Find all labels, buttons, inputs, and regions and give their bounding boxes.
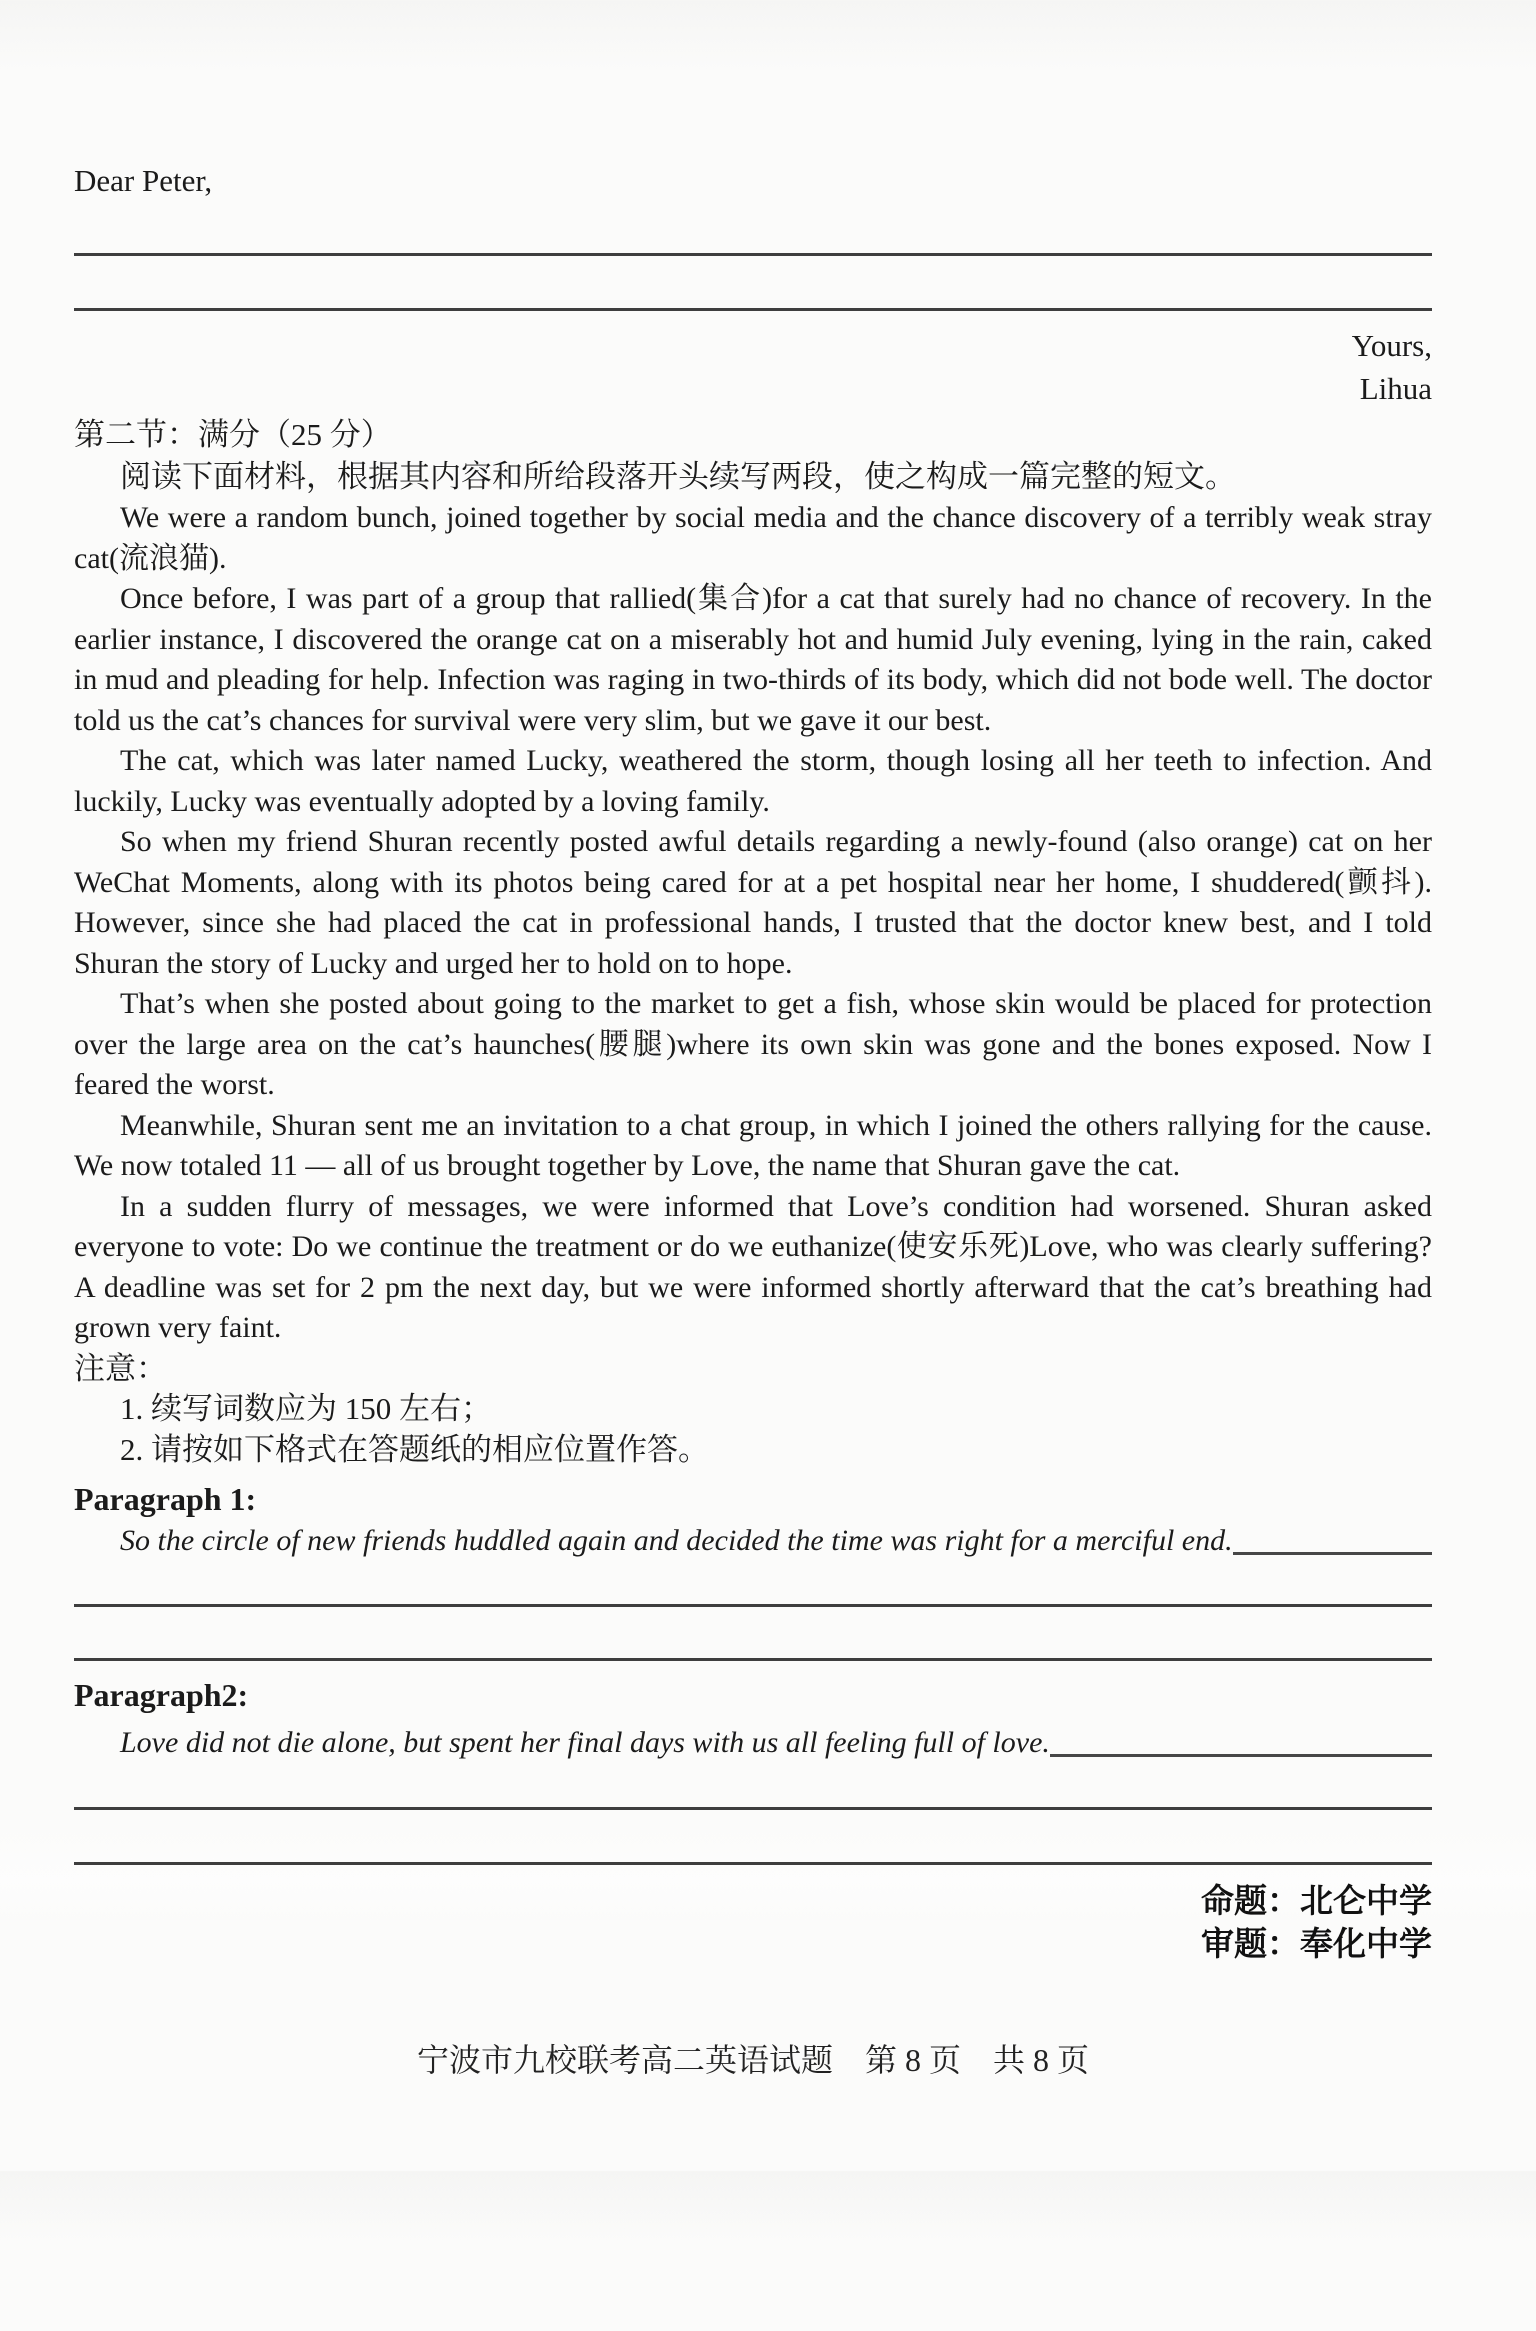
opening-underline	[1233, 1520, 1432, 1555]
opening-underline	[1050, 1722, 1432, 1757]
paragraph1-label: Paragraph 1:	[74, 1481, 257, 1517]
passage-paragraph: Meanwhile, Shuran sent me an invitation to a chat group, in which I joined the others rallying for the cause. We now totaled 11 — all of us brought together by Love, the name that Shuran gave the cat.	[74, 1108, 1432, 1182]
note-item: 1. 续写词数应为 150 左右；	[120, 1391, 492, 1426]
letter-closing	[74, 324, 1432, 410]
exam-attribution	[74, 1879, 1432, 1965]
passage-paragraph: We were a random bunch, joined together by social media and the chance discovery of a terribly weak stray cat(流浪猫).	[74, 501, 1432, 575]
paragraph1-opening-text: So the circle of new friends huddled again and decided the time was right for a merciful end.	[120, 1524, 1233, 1557]
exam-page	[0, 160, 1536, 2331]
attribution-reviewer: 审题：奉化中学	[1201, 1925, 1432, 1962]
letter-signature: Lihua	[1359, 371, 1432, 406]
section-instruction: 阅读下面材料，根据其内容和所给段落开头续写两段，使之构成一篇完整的短文。	[120, 459, 1236, 494]
paragraph2-opening	[74, 1722, 1432, 1764]
passage-paragraph: That’s when she posted about going to the market to get a fish, whose skin would be placed for protection over the large area on the cat’s haunches(腰腿)where its own skin was gone and the bones exposed. Now I feared the worst.	[74, 987, 1432, 1101]
passage-paragraph: So when my friend Shuran recently posted awful details regarding a newly-found (also orange) cat on her WeChat Moments, along with its photos being cared for at a pet hospital near her home, I shuddered(颤抖). However, since she had placed the cat in professional hands, I trusted that the doctor knew best, and I told Shuran the story of Lucky and urged her to hold on to hope.	[74, 825, 1432, 980]
attribution-proposer: 命题：北仑中学	[1201, 1882, 1432, 1919]
paragraph2-opening-text: Love did not die alone, but spent her final days with us all feeling full of love.	[120, 1726, 1050, 1759]
note-item: 2. 请按如下格式在答题纸的相应位置作答。	[120, 1431, 709, 1467]
letter-salutation: Dear Peter,	[74, 163, 213, 198]
passage-paragraph: Once before, I was part of a group that rallied(集合)for a cat that surely had no chance of recovery. In the earlier instance, I discovered the orange cat on a miserably hot and humid July evening, lying in the rain, caked in mud and pleading for help. Infection was raging in two-thirds of its body, which did not bode well. The doctor told us the cat’s chances for survival were very slim, but we gave it our best.	[74, 582, 1432, 737]
paragraph1-opening	[74, 1520, 1432, 1562]
reading-passage	[74, 498, 1432, 1349]
paragraph2-label: Paragraph2:	[74, 1677, 249, 1713]
answer-rule-line	[74, 1862, 1432, 1865]
page-footer: 宁波市九校联考高二英语试题 第 8 页 共 8 页	[416, 2042, 1089, 2078]
passage-paragraph: The cat, which was later named Lucky, weathered the storm, though losing all her teeth to infection. And luckily, Lucky was eventually adopted by a loving family.	[74, 744, 1432, 818]
answer-rule-line	[74, 1604, 1432, 1607]
letter-closing-yours: Yours,	[1351, 328, 1432, 363]
section-heading: 第二节：满分（25 分）	[74, 417, 392, 452]
answer-blank-line	[74, 253, 1432, 256]
answer-rule-line	[74, 1807, 1432, 1810]
passage-paragraph: In a sudden flurry of messages, we were informed that Love’s condition had worsened. Shuran asked everyone to vote: Do we continue the treatment or do we euthanize(使安乐死)Love, who was clearly suffering? A deadline was set for 2 pm the next day, but we were informed shortly afterward that the cat’s breathing had grown very faint.	[74, 1189, 1432, 1344]
answer-blank-line	[74, 308, 1432, 311]
notes-label: 注意：	[74, 1350, 167, 1386]
answer-rule-line	[74, 1658, 1432, 1661]
